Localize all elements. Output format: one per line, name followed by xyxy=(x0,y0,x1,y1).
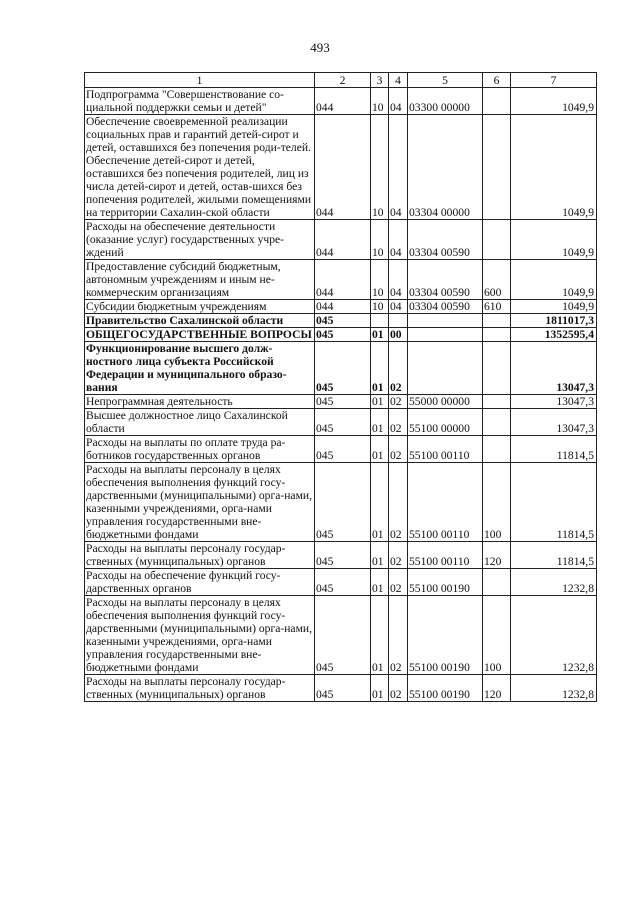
column-header: 4 xyxy=(389,73,408,88)
expense-type-cell: 610 xyxy=(483,300,511,314)
table-row xyxy=(85,115,597,220)
subsection-code-cell: 04 xyxy=(389,88,408,115)
column-header: 2 xyxy=(315,73,371,88)
row-name-cell: Расходы на выплаты персоналу в целях обеспечения выполнения функций госу-дарственными (муниципальными) орга-нами, казенными учреждениями, орга-нами управления государственными вне-бюджетными фондами xyxy=(85,463,315,542)
subsection-code-cell: 00 xyxy=(389,328,408,342)
section-code-cell: 10 xyxy=(371,260,389,300)
row-name-cell: Правительство Сахалинской области xyxy=(85,314,315,328)
row-name-cell: Расходы на выплаты по оплате труда ра-ботников государственных органов xyxy=(85,436,315,463)
amount-cell: 1049,9 xyxy=(511,220,597,260)
row-name-cell: Обеспечение своевременной реализации социальных прав и гарантий детей-сирот и детей, оставшихся без попечения роди-телей. Обеспечение детей-сирот и детей, оставшихся без попечения родителей, лиц из числа детей-сирот и детей, остав-шихся без попечения родителей, жилыми помещениями на территории Сахалин-ской области xyxy=(85,115,315,220)
ministry-code-cell: 045 xyxy=(315,342,371,395)
ministry-code-cell: 045 xyxy=(315,542,371,569)
expense-type-cell: 100 xyxy=(483,463,511,542)
subsection-code-cell xyxy=(389,314,408,328)
expense-type-cell xyxy=(483,314,511,328)
row-name-cell: Высшее должностное лицо Сахалинской области xyxy=(85,409,315,436)
row-name-cell: Предоставление субсидий бюджетным, автономным учреждениям и иным не-коммерческим организациям xyxy=(85,260,315,300)
table-row xyxy=(85,328,597,342)
target-article-cell: 55100 00000 xyxy=(408,409,483,436)
amount-cell: 1811017,3 xyxy=(511,314,597,328)
subsection-code-cell: 02 xyxy=(389,675,408,702)
ministry-code-cell: 045 xyxy=(315,395,371,409)
subsection-code-cell: 02 xyxy=(389,569,408,596)
row-name-cell: Расходы на выплаты персоналу в целях обеспечения выполнения функций госу-дарственными (муниципальными) орга-нами, казенными учреждениями, орга-нами управления государственными вне-бюджетными фондами xyxy=(85,596,315,675)
row-name-cell: Субсидии бюджетным учреждениям xyxy=(85,300,315,314)
ministry-code-cell: 045 xyxy=(315,328,371,342)
amount-cell: 13047,3 xyxy=(511,342,597,395)
table-row xyxy=(85,88,597,115)
target-article-cell: 55000 00000 xyxy=(408,395,483,409)
amount-cell: 1049,9 xyxy=(511,88,597,115)
target-article-cell: 03304 00590 xyxy=(408,300,483,314)
expense-type-cell xyxy=(483,88,511,115)
ministry-code-cell: 044 xyxy=(315,115,371,220)
section-code-cell: 10 xyxy=(371,220,389,260)
table-row xyxy=(85,342,597,395)
subsection-code-cell: 04 xyxy=(389,300,408,314)
section-code-cell: 01 xyxy=(371,409,389,436)
target-article-cell xyxy=(408,314,483,328)
row-name-cell: Непрограммная деятельность xyxy=(85,395,315,409)
amount-cell: 1232,8 xyxy=(511,569,597,596)
ministry-code-cell: 045 xyxy=(315,463,371,542)
target-article-cell xyxy=(408,342,483,395)
amount-cell: 1049,9 xyxy=(511,300,597,314)
ministry-code-cell: 045 xyxy=(315,409,371,436)
column-header: 3 xyxy=(371,73,389,88)
expense-type-cell: 600 xyxy=(483,260,511,300)
subsection-code-cell: 02 xyxy=(389,342,408,395)
section-code-cell: 01 xyxy=(371,542,389,569)
subsection-code-cell: 04 xyxy=(389,115,408,220)
target-article-cell: 55100 00110 xyxy=(408,463,483,542)
table-row xyxy=(85,463,597,542)
expense-type-cell xyxy=(483,569,511,596)
table-row xyxy=(85,409,597,436)
table-row xyxy=(85,300,597,314)
section-code-cell: 01 xyxy=(371,569,389,596)
ministry-code-cell: 044 xyxy=(315,300,371,314)
row-name-cell: Расходы на выплаты персоналу государ-ственных (муниципальных) органов xyxy=(85,675,315,702)
expense-type-cell xyxy=(483,409,511,436)
ministry-code-cell: 045 xyxy=(315,436,371,463)
row-name-cell: ОБЩЕГОСУДАРСТВЕННЫЕ ВОПРОСЫ xyxy=(85,328,315,342)
amount-cell: 11814,5 xyxy=(511,542,597,569)
budget-table xyxy=(84,72,597,702)
section-code-cell: 10 xyxy=(371,115,389,220)
row-name-cell: Расходы на обеспечение деятельности (оказание услуг) государственных учре-ждений xyxy=(85,220,315,260)
column-header-row xyxy=(85,73,597,88)
row-name-cell: Подпрограмма "Совершенствование со-циальной поддержки семьи и детей" xyxy=(85,88,315,115)
expense-type-cell: 120 xyxy=(483,675,511,702)
row-name-cell: Расходы на выплаты персоналу государ-ственных (муниципальных) органов xyxy=(85,542,315,569)
subsection-code-cell: 02 xyxy=(389,436,408,463)
subsection-code-cell: 02 xyxy=(389,463,408,542)
section-code-cell xyxy=(371,314,389,328)
section-code-cell: 01 xyxy=(371,675,389,702)
ministry-code-cell: 044 xyxy=(315,220,371,260)
ministry-code-cell: 045 xyxy=(315,596,371,675)
table-row xyxy=(85,675,597,702)
row-name-cell: Расходы на обеспечение функций госу-дарственных органов xyxy=(85,569,315,596)
amount-cell: 11814,5 xyxy=(511,436,597,463)
table-row xyxy=(85,260,597,300)
section-code-cell: 01 xyxy=(371,436,389,463)
amount-cell: 1049,9 xyxy=(511,260,597,300)
table-row xyxy=(85,569,597,596)
target-article-cell: 55100 00190 xyxy=(408,569,483,596)
column-header: 7 xyxy=(511,73,597,88)
amount-cell: 1232,8 xyxy=(511,675,597,702)
expense-type-cell xyxy=(483,328,511,342)
target-article-cell xyxy=(408,328,483,342)
section-code-cell: 01 xyxy=(371,463,389,542)
table-row xyxy=(85,596,597,675)
subsection-code-cell: 02 xyxy=(389,409,408,436)
amount-cell: 1049,9 xyxy=(511,115,597,220)
table-row xyxy=(85,395,597,409)
table-row xyxy=(85,436,597,463)
ministry-code-cell: 044 xyxy=(315,88,371,115)
expense-type-cell: 100 xyxy=(483,596,511,675)
section-code-cell: 01 xyxy=(371,328,389,342)
ministry-code-cell: 045 xyxy=(315,675,371,702)
target-article-cell: 03300 00000 xyxy=(408,88,483,115)
target-article-cell: 03304 00590 xyxy=(408,260,483,300)
column-header: 5 xyxy=(408,73,483,88)
subsection-code-cell: 04 xyxy=(389,260,408,300)
section-code-cell: 10 xyxy=(371,88,389,115)
row-name-cell: Функционирование высшего долж-ностного лица субъекта Российской Федерации и муниципального образо-вания xyxy=(85,342,315,395)
page-number: 493 xyxy=(310,40,330,55)
table-row xyxy=(85,220,597,260)
amount-cell: 13047,3 xyxy=(511,395,597,409)
amount-cell: 1352595,4 xyxy=(511,328,597,342)
expense-type-cell xyxy=(483,342,511,395)
ministry-code-cell: 045 xyxy=(315,569,371,596)
table-row xyxy=(85,314,597,328)
amount-cell: 13047,3 xyxy=(511,409,597,436)
amount-cell: 1232,8 xyxy=(511,596,597,675)
subsection-code-cell: 04 xyxy=(389,220,408,260)
ministry-code-cell: 045 xyxy=(315,314,371,328)
target-article-cell: 55100 00110 xyxy=(408,542,483,569)
section-code-cell: 01 xyxy=(371,342,389,395)
expense-type-cell xyxy=(483,220,511,260)
target-article-cell: 03304 00000 xyxy=(408,115,483,220)
table-row xyxy=(85,542,597,569)
subsection-code-cell: 02 xyxy=(389,395,408,409)
subsection-code-cell: 02 xyxy=(389,542,408,569)
section-code-cell: 01 xyxy=(371,395,389,409)
expense-type-cell xyxy=(483,115,511,220)
expense-type-cell: 120 xyxy=(483,542,511,569)
target-article-cell: 55100 00110 xyxy=(408,436,483,463)
column-header: 6 xyxy=(483,73,511,88)
target-article-cell: 55100 00190 xyxy=(408,675,483,702)
expense-type-cell xyxy=(483,436,511,463)
ministry-code-cell: 044 xyxy=(315,260,371,300)
target-article-cell: 03304 00590 xyxy=(408,220,483,260)
section-code-cell: 01 xyxy=(371,596,389,675)
subsection-code-cell: 02 xyxy=(389,596,408,675)
target-article-cell: 55100 00190 xyxy=(408,596,483,675)
section-code-cell: 10 xyxy=(371,300,389,314)
amount-cell: 11814,5 xyxy=(511,463,597,542)
expense-type-cell xyxy=(483,395,511,409)
column-header: 1 xyxy=(85,73,315,88)
